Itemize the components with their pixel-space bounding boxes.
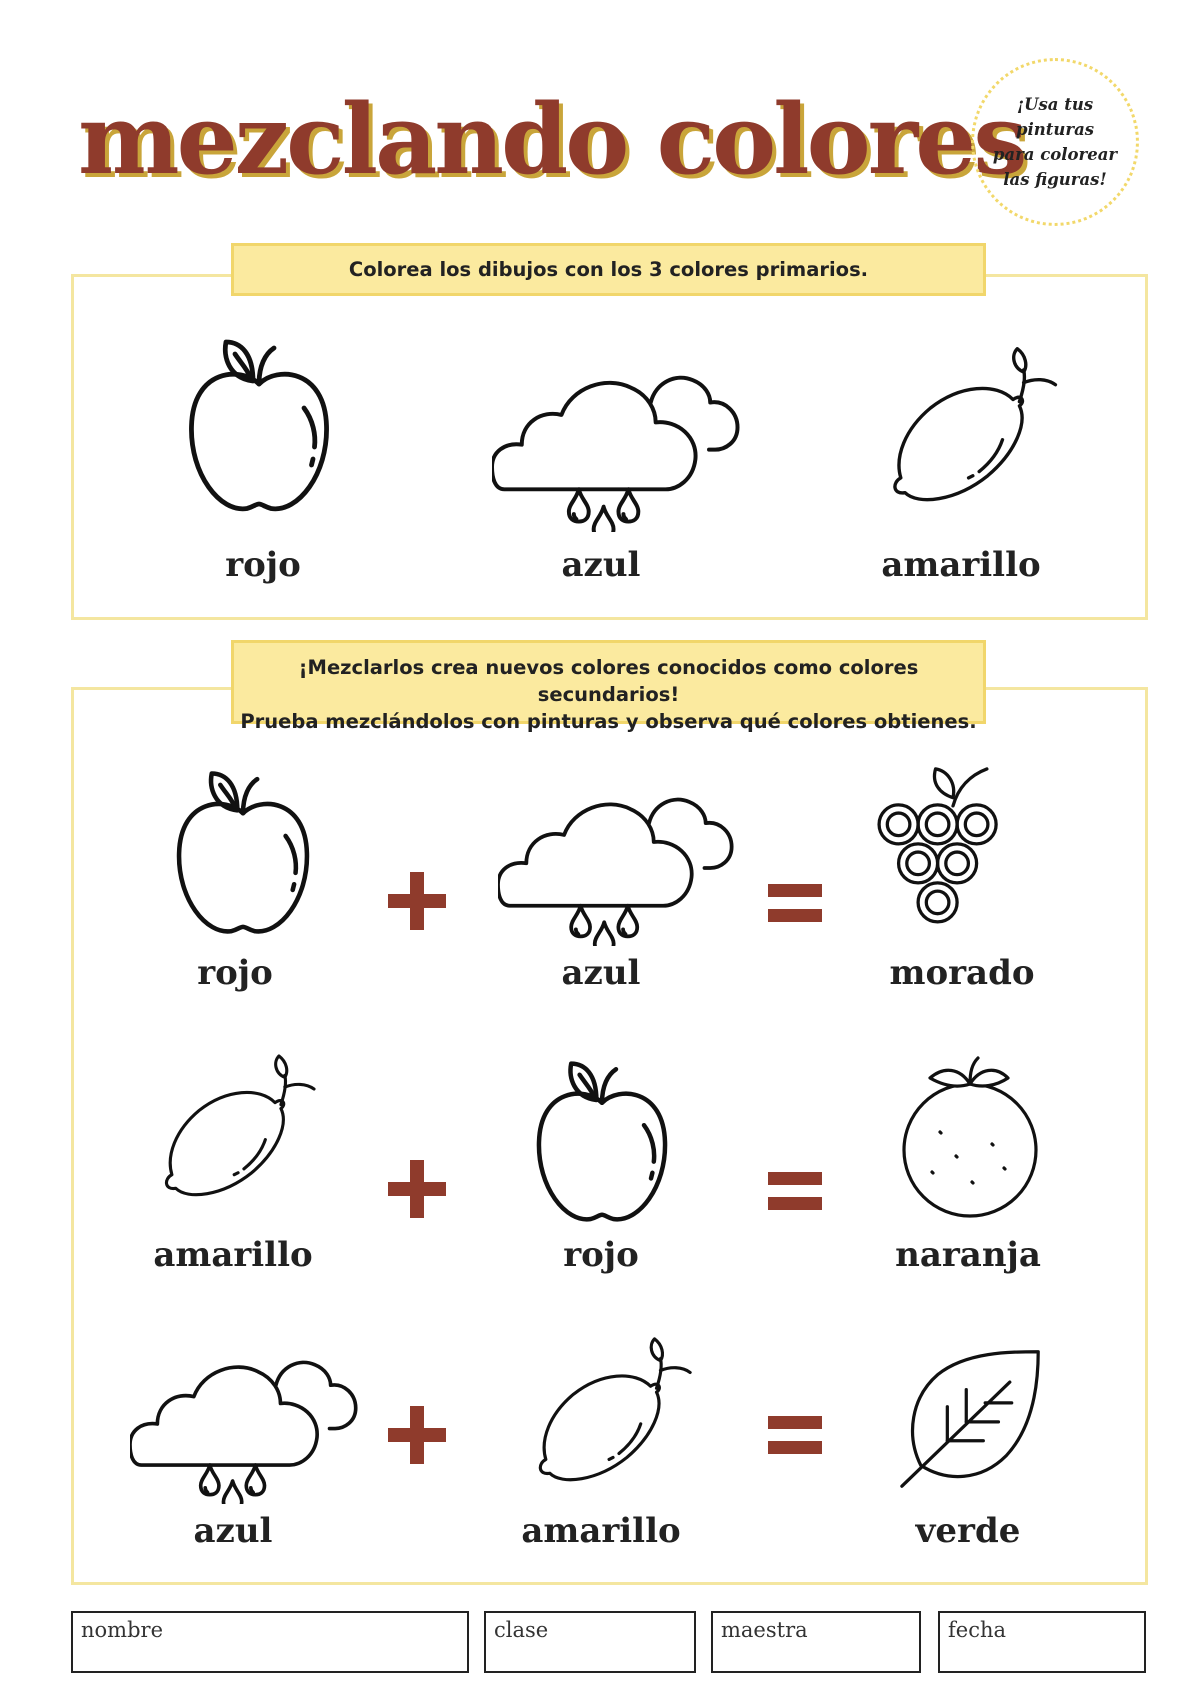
apple-icon: [184, 334, 334, 518]
color-label: amarillo: [521, 1511, 681, 1551]
rain-cloud-icon: [492, 340, 740, 532]
plus-sign: [382, 866, 452, 936]
color-label: azul: [561, 953, 641, 993]
badge-line: las figuras!: [1003, 170, 1107, 189]
color-label: amarillo: [881, 545, 1041, 585]
teacher-field[interactable]: maestra: [711, 1611, 921, 1673]
color-label: naranja: [895, 1235, 1041, 1275]
lemon-icon: [158, 1054, 324, 1200]
color-label: verde: [915, 1511, 1021, 1551]
equals-sign: [766, 1412, 826, 1458]
name-field[interactable]: nombre: [71, 1611, 469, 1673]
lemon-icon: [532, 1336, 700, 1486]
equals-sign: [766, 1168, 826, 1214]
color-label: morado: [889, 953, 1035, 993]
banner-line: ¡Mezclarlos crea nuevos colores conocidos como colores secundarios!: [298, 656, 919, 706]
rain-cloud-icon: [130, 1328, 358, 1504]
lemon-icon: [886, 346, 1066, 506]
plus-sign: [382, 1154, 452, 1224]
primary-colors-banner: Colorea los dibujos con los 3 colores primarios.: [231, 243, 986, 296]
secondary-colors-banner: [231, 640, 986, 733]
page-title: mezclando colores: [78, 83, 1025, 196]
badge-line: ¡Usa tus: [1016, 95, 1094, 114]
badge-line: pinturas: [1015, 120, 1095, 139]
leaf-icon: [900, 1348, 1042, 1490]
equals-sign: [766, 880, 826, 926]
date-field[interactable]: fecha: [938, 1611, 1146, 1673]
apple-icon: [172, 766, 314, 940]
color-label: azul: [193, 1511, 273, 1551]
instruction-badge: [971, 58, 1139, 226]
class-field[interactable]: clase: [484, 1611, 696, 1673]
color-label: rojo: [225, 545, 301, 585]
badge-line: para colorear: [992, 145, 1118, 164]
apple-icon: [532, 1056, 672, 1228]
plus-sign: [382, 1400, 452, 1470]
orange-icon: [900, 1054, 1040, 1222]
color-label: azul: [561, 545, 641, 585]
banner-line: Prueba mezclándolos con pinturas y observa qué colores obtienes.: [240, 710, 977, 733]
grapes-icon: [876, 756, 1030, 942]
color-label: amarillo: [153, 1235, 313, 1275]
color-label: rojo: [197, 953, 273, 993]
color-label: rojo: [563, 1235, 639, 1275]
rain-cloud-icon: [498, 764, 734, 946]
